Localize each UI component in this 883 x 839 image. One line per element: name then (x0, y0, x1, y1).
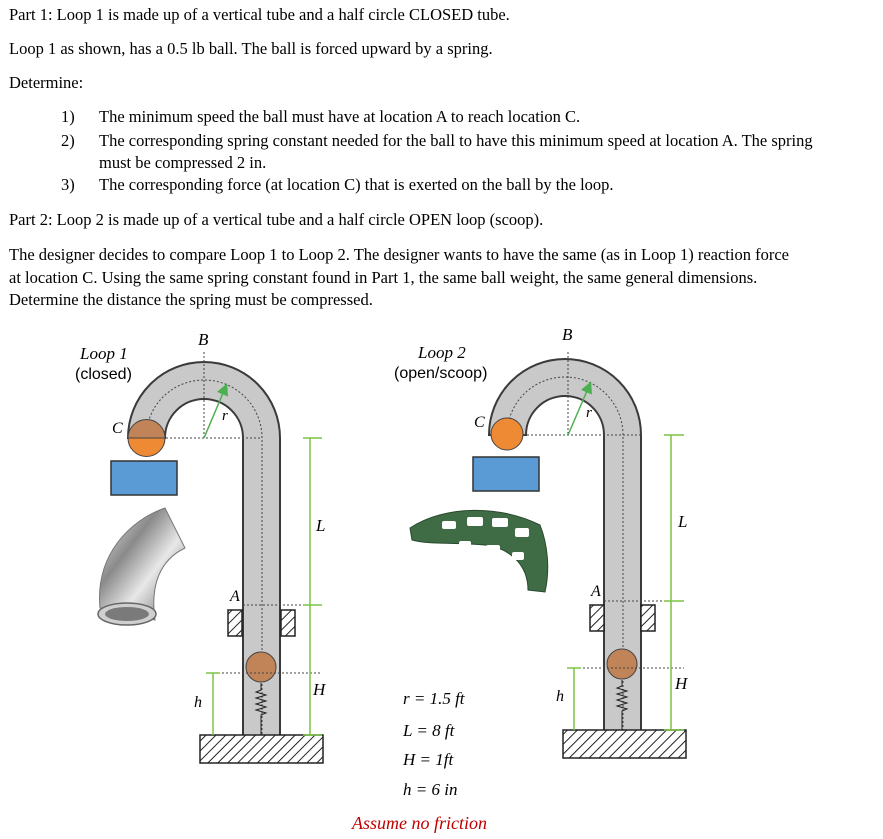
loop2-title: Loop 2 (418, 343, 466, 362)
list-text: The corresponding force (at location C) that is exerted on the ball by the loop. (99, 175, 614, 194)
part1-title: Part 1: Loop 1 is made up of a vertical tube and a half circle CLOSED tube. (9, 5, 510, 24)
label-h-upper: H (675, 674, 688, 693)
given-h-upper: H = 1ft (403, 750, 454, 769)
list-text: The corresponding spring constant needed for the ball to have this minimum speed at location A. The spring (99, 131, 813, 150)
label-h: h (556, 688, 564, 705)
list-number: 1) (61, 107, 75, 126)
part2-line: The designer decides to compare Loop 1 to Loop 2. The designer wants to have the same (as in Loop 1) reaction force (9, 245, 789, 264)
label-c: C (112, 420, 123, 437)
loop1-ball (246, 652, 276, 682)
label-h-upper: H (313, 680, 326, 699)
part2-line: at location C. Using the same spring constant found in Part 1, the same ball weight, the same general dimensions. (9, 268, 758, 287)
given-r: r = 1.5 ft (403, 689, 465, 708)
part1-intro: Loop 1 as shown, has a 0.5 lb ball. The ball is forced upward by a spring. (9, 39, 493, 58)
given-h: h = 6 in (403, 780, 458, 799)
loop2-ball (607, 649, 637, 679)
elbow-pipe-image (100, 508, 185, 620)
loop2-ground (563, 730, 686, 758)
label-b: B (198, 330, 209, 349)
label-a: A (230, 588, 240, 605)
loop1-subtitle: (closed) (75, 366, 132, 383)
label-c: C (474, 414, 485, 431)
loop2-box (473, 457, 539, 491)
label-h: h (194, 694, 202, 711)
label-a: A (591, 583, 601, 600)
friction-note: Assume no friction (352, 813, 487, 833)
loop2-subtitle: (open/scoop) (394, 365, 488, 382)
loop1-diagram (98, 352, 326, 763)
determine-label: Determine: (9, 73, 84, 92)
loop2-ball-c (491, 418, 523, 450)
list-number: 2) (61, 131, 75, 150)
label-r: r (222, 408, 228, 424)
list-text: The minimum speed the ball must have at location A to reach location C. (99, 107, 581, 126)
label-r: r (586, 405, 592, 421)
given-l: L = 8 ft (403, 721, 455, 740)
label-l: L (678, 512, 688, 531)
part2-line: Determine the distance the spring must be compressed. (9, 290, 373, 309)
part2-title: Part 2: Loop 2 is made up of a vertical tube and a half circle OPEN loop (scoop). (9, 210, 544, 229)
list-number: 3) (61, 175, 75, 194)
loop1-box (111, 461, 177, 495)
label-b: B (562, 325, 573, 344)
loop1-title: Loop 1 (80, 344, 128, 363)
list-text: must be compressed 2 in. (99, 153, 267, 172)
label-l: L (316, 516, 326, 535)
loop1-ground (200, 735, 323, 763)
